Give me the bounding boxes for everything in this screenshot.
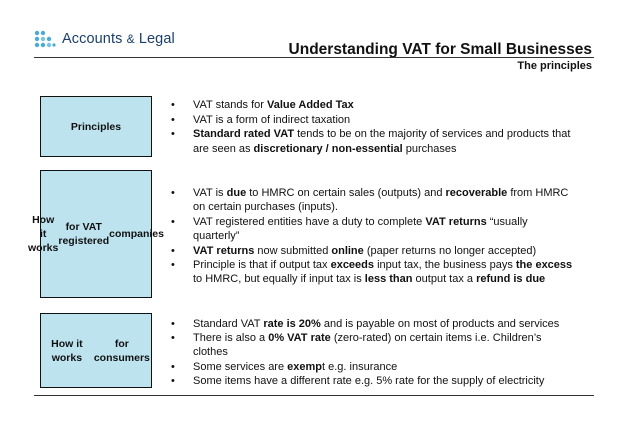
bullet-text: (paper returns no longer accepted) xyxy=(363,244,537,257)
bullet-item xyxy=(168,374,598,388)
bullet-text: tends to be on the majority of services and products that xyxy=(294,128,571,141)
page-title: Understanding VAT for Small Businesses xyxy=(288,41,592,58)
bullet-text: quarterly” xyxy=(193,230,240,243)
bullet-text-bold: online xyxy=(331,244,364,257)
bullet-text-bold: exemp xyxy=(287,360,323,373)
bullet-item xyxy=(168,331,598,359)
bullet-text-bold: VAT returns xyxy=(425,215,487,228)
logo-ampersand: & xyxy=(126,32,135,46)
bullet-text: VAT is xyxy=(193,187,227,199)
bullet-dot-icon: • xyxy=(171,187,175,199)
bullet-dot-icon: • xyxy=(171,259,175,272)
bullet-text-bold: discretionary / non-essential xyxy=(253,142,403,155)
bullet-dot-icon: • xyxy=(171,318,175,330)
bullet-text: now submitted xyxy=(254,244,332,257)
bullet-text: to HMRC on certain sales (outputs) and xyxy=(246,187,446,199)
bullet-dot-icon: • xyxy=(171,128,175,141)
section-label-line: How it works xyxy=(28,214,59,254)
bullet-text: and is payable on most of products and services xyxy=(320,318,560,330)
bullet-text-bold: Value Added Tax xyxy=(266,99,354,111)
bullet-text: from HMRC xyxy=(507,187,569,199)
section-label-vat-companies xyxy=(28,170,164,298)
bullet-dot-icon: • xyxy=(171,360,175,373)
bullet-item xyxy=(168,127,598,156)
section-label-line: companies xyxy=(109,228,164,240)
bullet-item xyxy=(168,215,598,244)
bullet-text: t e.g. insurance xyxy=(322,360,398,373)
bullet-text-bold: due xyxy=(226,187,247,199)
section-label-principles xyxy=(40,96,152,157)
bullet-text-bold: the excess xyxy=(515,259,573,272)
bullet-item xyxy=(168,186,598,215)
bullet-text: are seen as xyxy=(193,142,254,155)
section-label-line: for consumers xyxy=(93,337,150,364)
company-logo xyxy=(34,30,175,48)
bullet-dot-icon: • xyxy=(171,215,175,228)
header-divider xyxy=(34,57,594,58)
bullet-dot-icon: • xyxy=(171,374,175,387)
bullet-text: Standard VAT xyxy=(193,318,264,330)
bullet-text-bold: VAT returns xyxy=(193,244,255,257)
bullet-item xyxy=(168,258,598,287)
bullet-list-principles xyxy=(168,98,598,156)
bullet-text: purchases xyxy=(402,142,457,155)
bullet-list-vat-companies xyxy=(168,186,598,287)
bullet-text-bold: recoverable xyxy=(445,187,508,199)
bullet-dot-icon: • xyxy=(171,99,175,111)
bullet-text: VAT is a form of indirect taxation xyxy=(193,113,351,126)
logo-name-part1: Accounts xyxy=(62,31,123,47)
bullet-text-bold: refund is due xyxy=(476,273,546,286)
bullet-text-bold: exceeds xyxy=(330,259,375,272)
bullet-text: Some services are xyxy=(193,360,288,373)
bullet-text-bold: 0% VAT rate xyxy=(268,332,331,345)
section-label-line: for VAT registered xyxy=(58,221,110,247)
page-subtitle: The principles xyxy=(517,60,592,72)
dots-grid-logo-icon xyxy=(34,30,56,48)
bullet-list-consumers xyxy=(168,317,598,388)
bullet-text-bold: rate is 20% xyxy=(263,318,321,330)
bullet-text: to HMRC, but equally if input tax is xyxy=(193,273,365,286)
bullet-text: clothes xyxy=(193,346,228,359)
bullet-text: VAT stands for xyxy=(193,99,267,111)
bullet-text: “usually xyxy=(486,215,528,228)
bullet-text-bold: Standard rated VAT xyxy=(193,128,295,141)
bullet-text: Some items have a different rate e.g. 5% rate for the supply of electricity xyxy=(193,374,545,387)
footer-divider xyxy=(34,395,594,396)
bullet-dot-icon: • xyxy=(171,244,175,257)
bullet-item xyxy=(168,360,598,374)
bullet-text: VAT registered entities have a duty to complete xyxy=(193,215,426,228)
bullet-item xyxy=(168,244,598,258)
logo-wordmark xyxy=(62,31,175,47)
bullet-dot-icon: • xyxy=(171,332,175,345)
bullet-text: Principle is that if output tax xyxy=(193,259,331,272)
bullet-text: There is also a xyxy=(193,332,269,345)
logo-name-part2: Legal xyxy=(138,31,175,47)
bullet-text: (zero-rated) on certain items i.e. Children’s xyxy=(330,332,542,345)
section-label-line: How it works xyxy=(51,337,83,364)
section-label-line: Principles xyxy=(70,120,122,133)
bullet-text-bold: less than xyxy=(364,273,413,286)
bullet-dot-icon: • xyxy=(171,113,175,126)
bullet-item xyxy=(168,317,598,331)
bullet-item xyxy=(168,98,598,113)
bullet-item xyxy=(168,113,598,128)
bullet-text: input tax, the business pays xyxy=(374,259,516,272)
bullet-text: on certain purchases (inputs). xyxy=(193,201,338,214)
bullet-text: output tax a xyxy=(412,273,477,286)
section-label-consumers xyxy=(40,313,152,388)
